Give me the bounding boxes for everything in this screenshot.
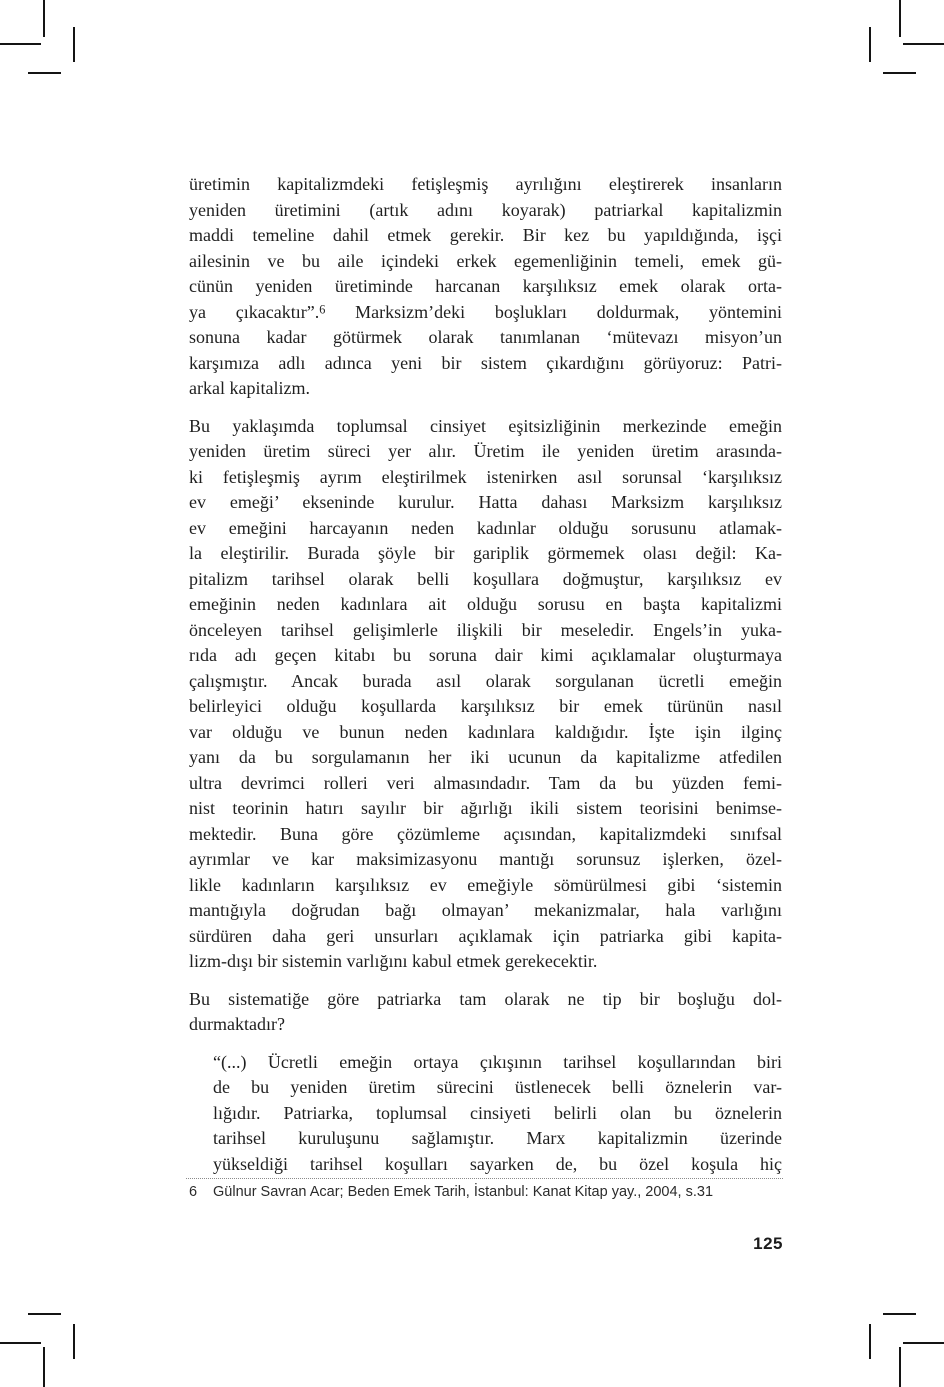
text-line: emeğinin neden kadınlara ait olduğu sorusu en başta kapitalizmi: [189, 594, 782, 614]
text-line: karşımıza adlı adınca yeni bir sistem çıkardığını görüyoruz: Patri-: [189, 352, 782, 373]
crop-mark-bottom-right-inner-h: [883, 1313, 916, 1315]
crop-mark-top-right-outer-h: [903, 43, 944, 45]
text-line: sürdüren daha geri unsurları açıklamak için patriarka gibi kapita-: [189, 925, 782, 946]
paragraph: [189, 987, 782, 1038]
body-text: [189, 172, 782, 1177]
text-line: rıda adı geçen kitabı bu soruna dair kimi açıklamalar oluşturmaya: [189, 645, 782, 665]
text-line: ev emeğini harcayanın neden kadınlar olduğu sorusunu atlamak-: [189, 517, 782, 538]
text-line: Bu yaklaşımda toplumsal cinsiyet eşitsizliğinin merkezinde emeğin: [189, 415, 782, 436]
text-line: lizm-dışı bir sistemin varlığını kabul etmek gerekecektir.: [189, 951, 598, 971]
crop-mark-bottom-left-inner-v: [73, 1324, 75, 1359]
text-line: önceleyen tarihsel gelişimlerle ilişkili bir meseledir. Engels’in yuka-: [189, 619, 782, 640]
text-line: durmaktadır?: [189, 1014, 285, 1034]
text-line: belirleyici olduğu koşullarda karşılıksız bir emek türünün nasıl: [189, 696, 782, 716]
crop-mark-bottom-right-outer-h: [903, 1342, 944, 1344]
text-line: yükseldiği tarihsel koşulları sayarken de, bu özel koşula hiç: [213, 1153, 782, 1174]
crop-mark-top-right-inner-h: [883, 72, 916, 74]
text-line: nist teorinin hatırı sayılır bir ağırlığı ikili sistem teorisini benimse-: [189, 798, 782, 818]
text-line: ki fetişleşmiş ayrım eleştirilmek istenirken asıl sorunsal ‘karşılıksız: [189, 466, 782, 487]
text-line: yeniden üretim süreci yer alır. Üretim ile yeniden üretim arasında-: [189, 441, 782, 461]
paragraph: [189, 172, 782, 402]
text-line: ayrımlar ve kar maksimizasyonu mantığı sorunsuz işlerken, özel-: [189, 849, 782, 869]
text-line: tarihsel kuruluşunu sağlamıştır. Marx kapitalizmin üzerinde: [213, 1128, 782, 1148]
footnote-text: Gülnur Savran Acar; Beden Emek Tarih, İstanbul: Kanat Kitap yay., 2004, s.31: [213, 1184, 714, 1200]
text-line: cünün yeniden üretiminde harcanan karşılıksız emek olarak orta-: [189, 276, 782, 296]
crop-mark-bottom-right-outer-v: [899, 1347, 901, 1387]
text-line: yeniden üretimini (artık adını koyarak) patriarkal kapitalizmin: [189, 199, 782, 220]
text-line: ya çıkacaktır”.$^6$ Marksizm’deki boşlukları doldurmak, yöntemini: [189, 301, 782, 322]
footnote-divider: [186, 1178, 783, 1179]
footnote-marker: 6: [189, 1184, 198, 1200]
text-line: arkal kapitalizm.: [189, 378, 310, 398]
text-line: var olduğu ve bunun neden kadınlara kaldığıdır. İşte işin ilginç: [189, 721, 782, 742]
page-number: 125: [753, 1234, 783, 1253]
crop-mark-top-left-outer-v: [43, 0, 45, 37]
paragraph: [189, 414, 782, 975]
block-quote: [189, 1050, 782, 1178]
text-line: üretimin kapitalizmdeki fetişleşmiş ayrılığını eleştirerek insanların: [189, 174, 782, 194]
text-line: mantığıyla doğrudan bağı olmayan’ mekanizmalar, hala varlığını: [189, 900, 782, 920]
crop-mark-top-right-outer-v: [899, 0, 901, 37]
text-line: “(...) Ücretli emeğin ortaya çıkışının tarihsel koşullarından biri: [213, 1051, 782, 1072]
crop-mark-top-left-outer-h: [0, 43, 41, 45]
text-line: sonuna kadar götürmek olarak tanımlanan ‘mütevazı misyon’un: [189, 327, 782, 347]
text-line: yanı da bu sorgulamanın her iki ucunun da kapitalizme atfedilen: [189, 747, 782, 767]
crop-mark-bottom-left-outer-v: [43, 1347, 45, 1387]
text-line: de bu yeniden üretim sürecini üstlenecek belli öznelerin var-: [213, 1077, 782, 1097]
text-line: maddi temeline dahil etmek gerekir. Bir kez bu yapıldığında, işçi: [189, 225, 782, 245]
text-line: pitalizm tarihsel olarak belli koşullara doğmuştur, karşılıksız ev: [189, 568, 782, 589]
crop-mark-bottom-left-outer-h: [0, 1342, 41, 1344]
crop-mark-top-left-inner-v: [73, 27, 75, 62]
crop-mark-top-right-inner-v: [869, 27, 871, 62]
text-line: Bu sistematiğe göre patriarka tam olarak ne tip bir boşluğu dol-: [189, 988, 782, 1009]
text-line: ultra devrimci rolleri veri almasındadır. Tam da bu yüzden femi-: [189, 772, 782, 793]
text-line: likle kadınların karşılıksız ev emeğiyle sömürülmesi gibi ‘sistemin: [189, 874, 782, 895]
text-line: la eleştirilir. Burada şöyle bir gariplik görmemek olası değil: Ka-: [189, 543, 782, 563]
text-line: ailesinin ve bu aile içindeki erkek egemenliğinin temeli, emek gü-: [189, 250, 782, 271]
crop-mark-bottom-left-inner-h: [28, 1313, 61, 1315]
crop-mark-top-left-inner-h: [28, 72, 61, 74]
text-line: çalışmıştır. Ancak burada asıl olarak sorgulanan ücretli emeğin: [189, 670, 782, 691]
text-line: lığıdır. Patriarka, toplumsal cinsiyeti belirli olan bu öznelerin: [213, 1102, 782, 1123]
crop-mark-bottom-right-inner-v: [869, 1324, 871, 1359]
text-line: ev emeği’ ekseninde kurulur. Hatta dahası Marksizm karşılıksız: [189, 492, 782, 512]
footnote: [189, 1183, 785, 1201]
text-column: [189, 172, 782, 1177]
footnote-reference: 6: [319, 302, 326, 317]
text-line: mektedir. Buna göre çözümleme açısından, kapitalizmdeki sınıfsal: [189, 823, 782, 844]
